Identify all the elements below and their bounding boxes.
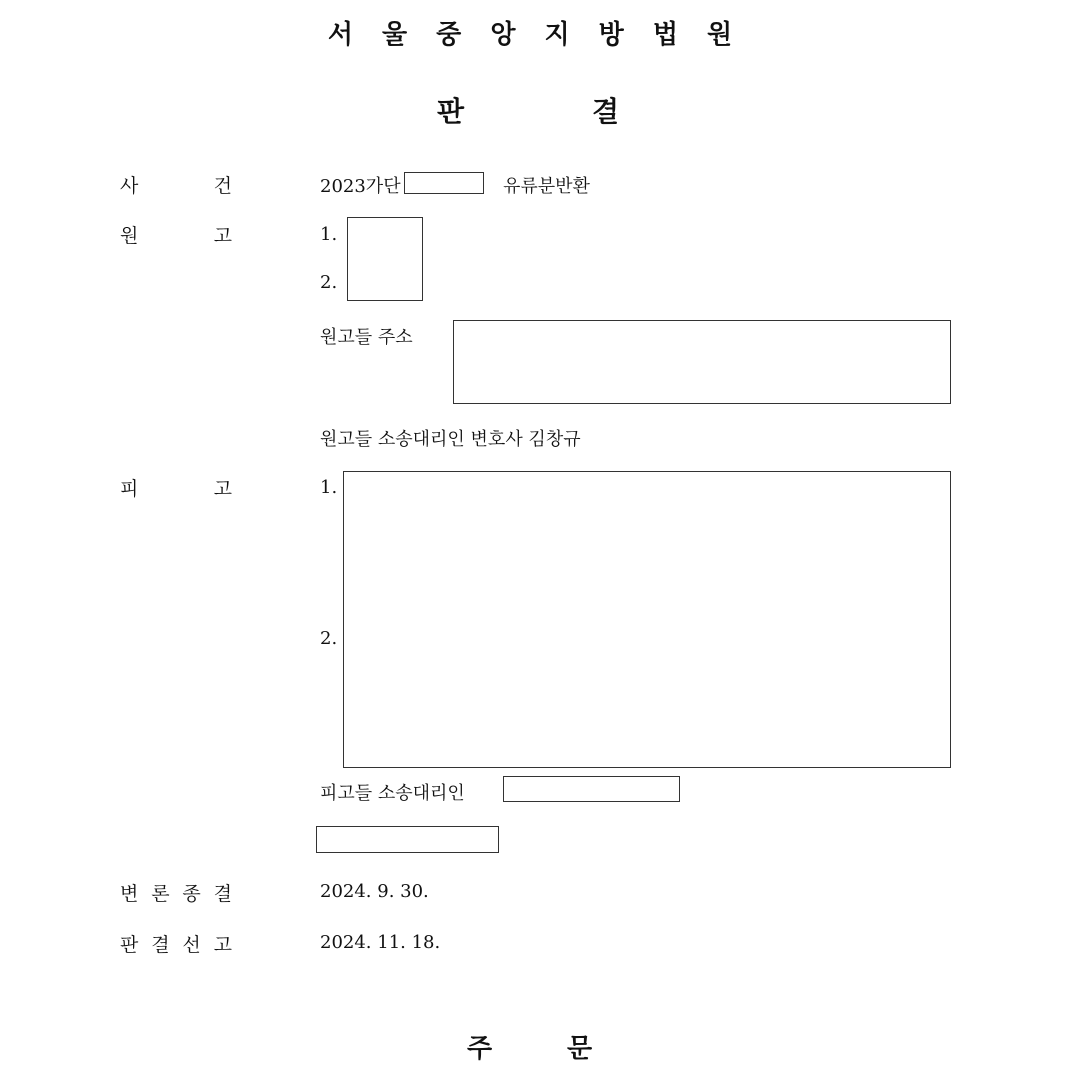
redacted-defendant-counsel-2 xyxy=(316,826,499,853)
hearing-end-date: 2024. 9. 30. xyxy=(320,881,429,902)
redacted-plaintiff-names xyxy=(347,217,423,301)
defendant-label: 피 고 xyxy=(120,478,232,500)
doc-type-char-1: 판 xyxy=(437,95,465,128)
redacted-case-number xyxy=(404,172,484,194)
defendant-counsel-label: 피고들 소송대리인 xyxy=(320,783,465,804)
defendant-item-1: 1. xyxy=(320,477,338,498)
redacted-defendant-counsel xyxy=(503,776,680,802)
plaintiff-address-label: 원고들 주소 xyxy=(320,327,413,348)
case-label: 사 건 xyxy=(120,175,232,197)
case-number-prefix: 2023가단 xyxy=(320,176,401,197)
plaintiff-label: 원 고 xyxy=(120,225,232,247)
plaintiff-counsel: 원고들 소송대리인 변호사 김창규 xyxy=(320,429,581,450)
order-heading-char-1: 주 xyxy=(467,1034,493,1064)
doc-type-char-2: 결 xyxy=(592,95,620,128)
court-name: 서 울 중 앙 지 방 법 원 xyxy=(327,20,743,50)
case-name: 유류분반환 xyxy=(503,176,590,197)
plaintiff-item-1: 1. xyxy=(320,224,338,245)
order-heading-char-2: 문 xyxy=(567,1034,593,1064)
redacted-defendant-details xyxy=(343,471,951,768)
defendant-item-2: 2. xyxy=(320,628,338,649)
hearing-end-label: 변 론 종 결 xyxy=(120,883,232,905)
judgment-date-label: 판 결 선 고 xyxy=(120,934,232,956)
plaintiff-item-2: 2. xyxy=(320,272,338,293)
redacted-plaintiff-address xyxy=(453,320,951,404)
judgment-date: 2024. 11. 18. xyxy=(320,932,441,953)
